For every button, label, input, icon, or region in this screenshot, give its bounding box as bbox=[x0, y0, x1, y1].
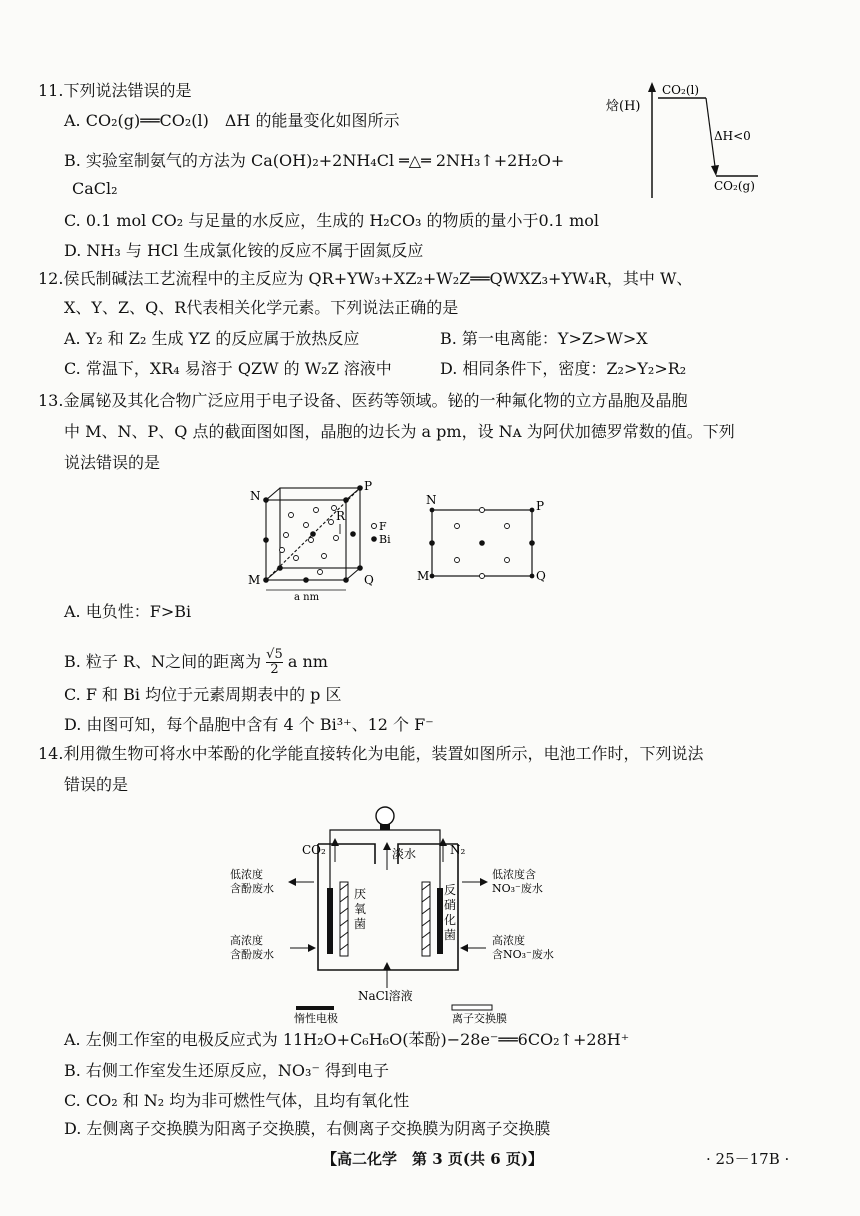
q14-fig-anaerobe-2: 氧 bbox=[354, 902, 367, 916]
q14-stem-line2: 错误的是 bbox=[64, 775, 129, 794]
q13-section-label-p: P bbox=[536, 499, 545, 513]
q12-option-c: C. 常温下，XR₄ 易溶于 QZW 的 W₂Z 溶液中 bbox=[64, 359, 392, 378]
q14-fig-nacl: NaCl溶液 bbox=[358, 989, 413, 1003]
q11-option-b-line1: B. 实验室制氨气的方法为 Ca(OH)₂+2NH₄Cl ═△═ 2NH₃↑+2H₂O+ bbox=[64, 151, 565, 170]
q14-option-a: A. 左侧工作室的电极反应式为 11H₂O+C₆H₆O(苯酚)−28e⁻══6CO₂↑+28H⁺ bbox=[64, 1030, 630, 1049]
q13-cube-label-q: Q bbox=[364, 573, 374, 587]
q12-option-d: D. 相同条件下，密度：Z₂>Y₂>R₂ bbox=[440, 359, 687, 378]
q13-cube-label-n: N bbox=[250, 489, 261, 503]
q13-fraction-numerator: √5 bbox=[266, 647, 283, 662]
q14-fig-left-top-1: 低浓度 bbox=[230, 868, 263, 881]
q13-stem-line3: 说法错误的是 bbox=[64, 453, 161, 472]
q14-fig-left-top-2: 含酚废水 bbox=[230, 882, 274, 895]
q12-option-b: B. 第一电离能：Y>Z>W>X bbox=[440, 329, 648, 348]
q14-fig-denitrify-1: 反 bbox=[444, 883, 457, 897]
bulb-icon bbox=[376, 807, 394, 825]
q13-fraction-denominator: 2 bbox=[270, 662, 279, 677]
q13-legend-f: F bbox=[379, 520, 387, 533]
q13-cube-label-r: R bbox=[336, 509, 346, 523]
q13-option-d: D. 由图可知，每个晶胞中含有 4 个 Bi³⁺、12 个 F⁻ bbox=[64, 715, 434, 734]
q11-fig-bottom-label: CO₂(g) bbox=[714, 179, 755, 193]
q14-fig-co2: CO₂ bbox=[302, 843, 326, 857]
q13-section-label-m: M bbox=[417, 569, 430, 583]
q14-legend-electrode-marker bbox=[296, 1006, 334, 1010]
q14-fig-anaerobe-3: 菌 bbox=[354, 917, 367, 931]
q14-fig-n2: N₂ bbox=[450, 843, 466, 857]
q14-fig-right-top-1: 低浓度含 bbox=[492, 868, 536, 881]
q12-option-a: A. Y₂ 和 Z₂ 生成 YZ 的反应属于放热反应 bbox=[64, 329, 360, 348]
q14-legend-membrane: 离子交换膜 bbox=[452, 1012, 507, 1025]
q13-section-label-n: N bbox=[426, 493, 437, 507]
q13-option-a: A. 电负性：F>Bi bbox=[64, 602, 192, 621]
q13-section-label-q: Q bbox=[536, 569, 546, 583]
q14-fig-fresh-water: 淡水 bbox=[392, 847, 417, 861]
q14-option-d: D. 左侧离子交换膜为阳离子交换膜，右侧离子交换膜为阴离子交换膜 bbox=[64, 1119, 551, 1138]
q11-option-c: C. 0.1 mol CO₂ 与足量的水反应，生成的 H₂CO₃ 的物质的量小于0.1 mol bbox=[64, 211, 600, 230]
q11-option-d: D. NH₃ 与 HCl 生成氯化铵的反应不属于固氮反应 bbox=[64, 241, 424, 260]
q14-legend-membrane-marker bbox=[452, 1005, 492, 1010]
q13-option-b-text: B. 粒子 R、N之间的距离为 bbox=[64, 652, 262, 671]
q11-fig-top-label: CO₂(l) bbox=[662, 83, 700, 97]
q13-stem-line1: 13.金属铋及其化合物广泛应用于电子设备、医药等领域。铋的一种氟化物的立方晶胞及晶胞 bbox=[38, 391, 688, 410]
footer-code: · 25－17B · bbox=[706, 1150, 790, 1168]
q14-fig-right-bot-2: 含NO₃⁻废水 bbox=[492, 948, 554, 961]
q14-stem-line1: 14.利用微生物可将水中苯酚的化学能直接转化为电能，装置如图所示，电池工作时，下列说法 bbox=[38, 744, 704, 763]
q14-fig-left-bot-2: 含酚废水 bbox=[230, 948, 274, 961]
q13-stem-line2: 中 M、N、P、Q 点的截面图如图，晶胞的边长为 a pm，设 Nᴀ 为阿伏加德罗常数的值。下列 bbox=[64, 422, 735, 441]
q11-fig-y-label: 焓(H) bbox=[606, 99, 641, 114]
q14-legend-electrode: 惰性电极 bbox=[294, 1012, 338, 1025]
q11-option-b-line2: CaCl₂ bbox=[72, 179, 118, 198]
q11-enthalpy-diagram bbox=[600, 78, 800, 208]
q12-stem-line2: X、Y、Z、Q、R代表相关化学元素。下列说法正确的是 bbox=[64, 298, 459, 317]
q13-option-b-unit: a nm bbox=[287, 652, 328, 671]
q11-stem: 11.下列说法错误的是 bbox=[38, 81, 192, 100]
q14-fig-left-bot-1: 高浓度 bbox=[230, 934, 263, 947]
q13-edge-label: a nm bbox=[294, 592, 320, 600]
q11-fig-dh-label: ΔH<0 bbox=[714, 129, 751, 143]
q14-cell-diagram bbox=[230, 800, 620, 1025]
q13-legend-bi-marker bbox=[371, 536, 377, 542]
q14-option-c: C. CO₂ 和 N₂ 均为非可燃性气体，且均有氧化性 bbox=[64, 1091, 410, 1110]
q11-option-a: A. CO₂(g)══CO₂(l) ΔH 的能量变化如图所示 bbox=[64, 111, 400, 130]
q14-option-b: B. 右侧工作室发生还原反应，NO₃⁻ 得到电子 bbox=[64, 1061, 389, 1080]
q14-fig-denitrify-2: 硝 bbox=[444, 898, 457, 912]
q13-option-b bbox=[64, 648, 328, 677]
q14-fig-anaerobe-1: 厌 bbox=[354, 887, 367, 901]
q14-fig-right-bot-1: 高浓度 bbox=[492, 934, 525, 947]
q13-legend-bi: Bi bbox=[379, 533, 391, 546]
q13-cube-label-m: M bbox=[248, 573, 261, 587]
q14-fig-denitrify-3: 化 bbox=[444, 913, 457, 927]
q14-fig-denitrify-4: 菌 bbox=[444, 928, 457, 942]
q13-legend-f-marker bbox=[372, 524, 377, 529]
q12-stem-line1: 12.侯氏制碱法工艺流程中的主反应为 QR+YW₃+XZ₂+W₂Z══QWXZ₃+YW₄R，其中 W、 bbox=[38, 269, 693, 288]
q13-crystal-figure bbox=[236, 480, 576, 600]
q14-fig-right-top-2: NO₃⁻废水 bbox=[492, 882, 543, 895]
q13-option-c: C. F 和 Bi 均位于元素周期表中的 p 区 bbox=[64, 685, 342, 704]
q13-cube-label-p: P bbox=[364, 480, 373, 493]
footer-page-info: 【高二化学 第 3 页(共 6 页)】 bbox=[322, 1150, 543, 1168]
q13-fraction bbox=[266, 648, 283, 677]
